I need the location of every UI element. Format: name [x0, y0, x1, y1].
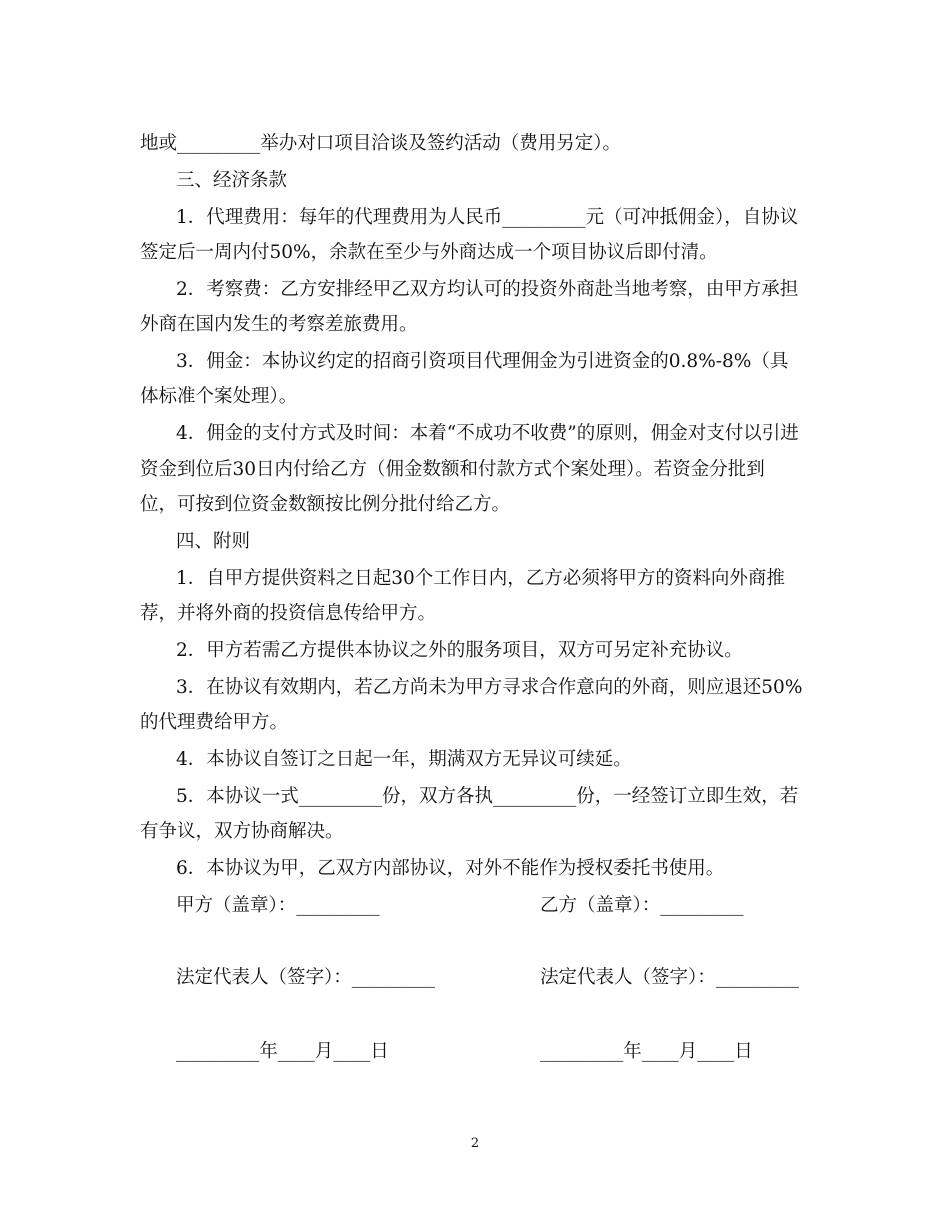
body-line: 2．甲方若需乙方提供本协议之外的服务项目，双方可另定补充协议。	[176, 640, 743, 661]
body-line: 2．考察费：乙方安排经甲乙双方均认可的投资外商赴当地考察，由甲方承担	[176, 279, 799, 300]
body-line: 6．本协议为甲，乙双方内部协议，对外不能作为授权委托书使用。	[176, 858, 725, 879]
body-line: 5．本协议一式_________份，双方各执_________份，一经签订立即生效，若	[176, 786, 799, 807]
body-line: 位，可按到位资金数额按比例分批付给乙方。	[140, 494, 511, 515]
body-line: 外商在国内发生的考察差旅费用。	[140, 314, 418, 335]
section-heading: 三、经济条款	[176, 170, 288, 191]
party-b-date-field: _________年____月____日	[540, 1041, 753, 1062]
party-b-representative-field: 法定代表人（签字）：_________	[540, 967, 800, 988]
party-b-seal-field: 乙方（盖章）：_________	[540, 895, 744, 916]
body-line: 体标准个案处理）。	[140, 386, 298, 407]
body-line: 1．代理费用：每年的代理费用为人民币_________元（可冲抵佣金），自协议	[176, 207, 799, 228]
body-line: 4．佣金的支付方式及时间：本着“不成功不收费”的原则，佣金对支付以引进	[176, 423, 799, 444]
party-a-seal-field: 甲方（盖章）：_________	[176, 895, 380, 916]
body-line: 的代理费给甲方。	[140, 712, 289, 733]
section-heading: 四、附则	[176, 531, 251, 552]
body-line: 4．本协议自签订之日起一年，期满双方无异议可续延。	[176, 749, 632, 770]
body-line: 签定后一周内付50%，余款在至少与外商达成一个项目协议后即付清。	[140, 242, 718, 263]
body-line: 3．在协议有效期内，若乙方尚未为甲方寻求合作意向的外商，则应退还50%	[176, 677, 803, 698]
page-number: 2	[470, 1136, 480, 1151]
body-line: 3．佣金：本协议约定的招商引资项目代理佣金为引进资金的0.8%-8%（具	[176, 351, 789, 372]
body-line: 1．自甲方提供资料之日起30个工作日内，乙方必须将甲方的资料向外商推	[176, 568, 785, 589]
body-line: 有争议，双方协商解决。	[140, 821, 344, 842]
party-a-date-field: _________年____月____日	[176, 1041, 389, 1062]
body-line: 荐，并将外商的投资信息传给甲方。	[140, 603, 437, 624]
body-line: 地或_________举办对口项目洽谈及签约活动（费用另定）。	[140, 133, 622, 154]
party-a-representative-field: 法定代表人（签字）：_________	[176, 967, 436, 988]
body-line: 资金到位后30日内付给乙方（佣金数额和付款方式个案处理）。若资金分批到	[140, 459, 765, 480]
